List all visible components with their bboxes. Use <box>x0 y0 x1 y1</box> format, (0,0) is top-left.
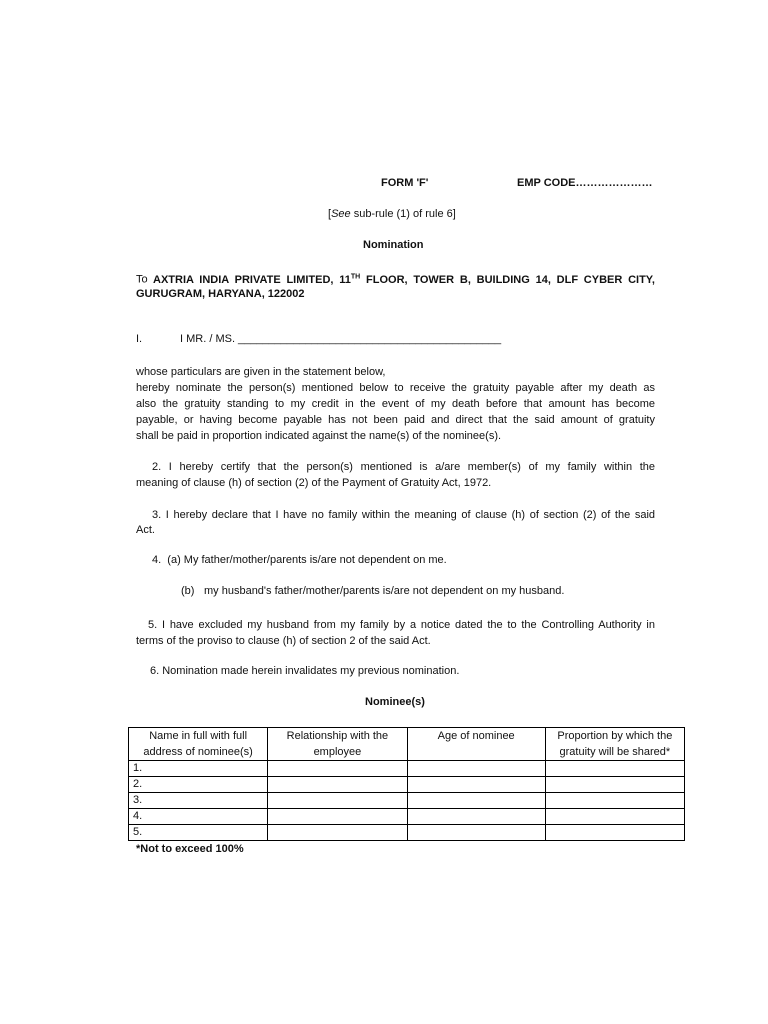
nominee-table-header <box>129 728 685 761</box>
declarant-name-field[interactable]: I MR. / MS. ___________________________________________ <box>180 333 502 345</box>
clause-4b: my husband's father/mother/parents is/are not dependent on my husband. <box>204 585 565 597</box>
intro-line-5: shall be paid in proportion indicated against the name(s) of the nominee(s). <box>136 430 502 442</box>
clause-3-line-2: Act. <box>136 524 155 536</box>
column-header-relationship: Relationship with the employee <box>268 728 407 761</box>
nominee-relationship-cell[interactable] <box>268 777 407 793</box>
intro-line-3: also the gratuity standing to my credit in the event of my death before that amount has become <box>136 398 655 410</box>
table-row <box>129 809 685 825</box>
nominee-name-cell[interactable]: 2. <box>129 777 268 793</box>
intro-line-4: payable, or having become payable has not been paid and direct that the said amount of gratuity <box>136 414 655 426</box>
nominee-name-cell[interactable]: 4. <box>129 809 268 825</box>
nominee-proportion-cell[interactable] <box>545 809 684 825</box>
nominee-table <box>128 727 685 841</box>
table-row <box>129 825 685 841</box>
clause-6: 6. Nomination made herein invalidates my previous nomination. <box>150 665 460 677</box>
intro-line-2: hereby nominate the person(s) mentioned below to receive the gratuity payable after my death as <box>136 382 655 394</box>
rule-text: sub-rule (1) of rule 6] <box>350 208 456 220</box>
addressee-company-part1: AXTRIA INDIA PRIVATE LIMITED, 11 <box>153 273 351 286</box>
nominee-relationship-cell[interactable] <box>268 825 407 841</box>
intro-line-1: whose particulars are given in the statement below, <box>136 366 386 378</box>
column-header-proportion: Proportion by which the gratuity will be shared* <box>545 728 684 761</box>
nominee-relationship-cell[interactable] <box>268 793 407 809</box>
column-header-age: Age of nominee <box>407 728 545 761</box>
table-row <box>129 761 685 777</box>
nominee-age-cell[interactable] <box>407 777 545 793</box>
addressee-sup: TH <box>350 273 361 280</box>
nominee-age-cell[interactable] <box>407 809 545 825</box>
nominee-name-cell[interactable]: 5. <box>129 825 268 841</box>
nominee-proportion-cell[interactable] <box>545 761 684 777</box>
clause-4a: 4. (a) My father/mother/parents is/are not dependent on me. <box>152 554 447 566</box>
rule-bracket: [ <box>328 208 332 220</box>
nominee-age-cell[interactable] <box>407 793 545 809</box>
clause-5-line-2: terms of the proviso to clause (h) of section 2 of the said Act. <box>136 635 431 647</box>
nominee-age-cell[interactable] <box>407 825 545 841</box>
rule-reference <box>328 208 456 220</box>
nominee-name-cell[interactable]: 3. <box>129 793 268 809</box>
nominee-relationship-cell[interactable] <box>268 809 407 825</box>
clause-5-line-1: 5. I have excluded my husband from my family by a notice dated the to the Controlling Authority in <box>148 619 655 631</box>
nominee-relationship-cell[interactable] <box>268 761 407 777</box>
addressee-line-2: GURUGRAM, HARYANA, 122002 <box>136 288 305 300</box>
rule-see: See <box>331 208 351 220</box>
clause-3-line-1: 3. I hereby declare that I have no family within the meaning of clause (h) of section (2) of the said <box>152 509 655 521</box>
column-header-name: Name in full with full address of nominee(s) <box>129 728 268 761</box>
form-title: FORM 'F' <box>381 177 429 189</box>
addressee-line-1 <box>136 269 655 288</box>
nominee-age-cell[interactable] <box>407 761 545 777</box>
addressee-company <box>153 274 655 286</box>
nominee-proportion-cell[interactable] <box>545 825 684 841</box>
nominee-proportion-cell[interactable] <box>545 793 684 809</box>
addressee-to: To <box>136 273 148 286</box>
clause-4b-label: (b) <box>181 585 195 597</box>
clause-2-line-1: 2. I hereby certify that the person(s) mentioned is a/are member(s) of my family within the <box>152 461 655 473</box>
declarant-roman: I. <box>136 333 143 345</box>
table-row <box>129 793 685 809</box>
nominees-heading: Nominee(s) <box>365 696 425 708</box>
nominee-name-cell[interactable]: 1. <box>129 761 268 777</box>
addressee-company-part2: FLOOR, TOWER B, BUILDING 14, DLF CYBER CITY, <box>360 273 655 286</box>
clause-2-line-2: meaning of clause (h) of section (2) of the Payment of Gratuity Act, 1972. <box>136 477 492 489</box>
nomination-heading: Nomination <box>363 239 424 251</box>
nominee-proportion-cell[interactable] <box>545 777 684 793</box>
nominee-footnote: *Not to exceed 100% <box>136 843 244 855</box>
table-row <box>129 777 685 793</box>
emp-code-label: EMP CODE………………… <box>517 177 653 189</box>
